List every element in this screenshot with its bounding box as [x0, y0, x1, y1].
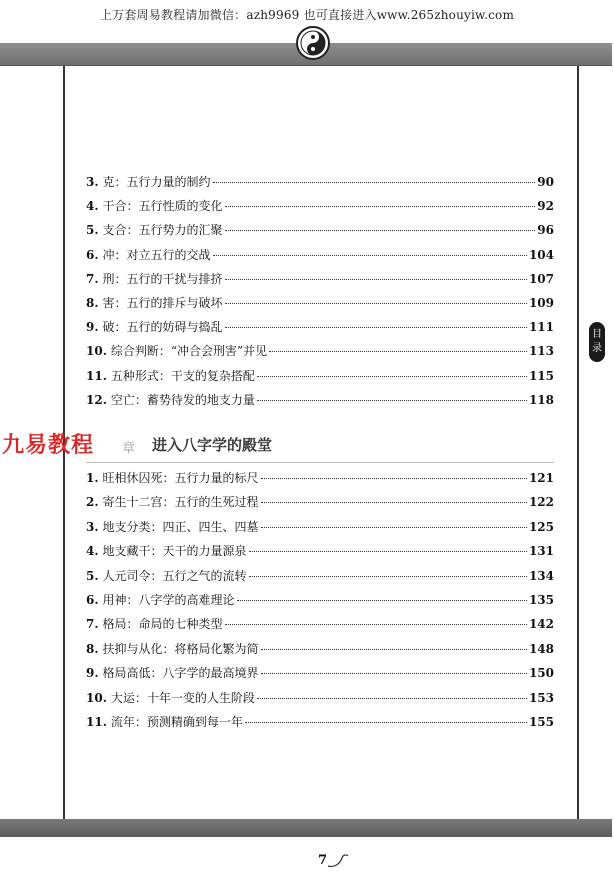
- toc-leader-dots: [261, 649, 527, 650]
- chapter-divider: [86, 462, 554, 463]
- toc-entry-number: 9.: [86, 666, 99, 681]
- toc-entry-number: 7.: [86, 617, 99, 632]
- toc-entry-title: [86, 221, 223, 238]
- toc-entry[interactable]: [86, 367, 554, 387]
- toc-entry-title: [86, 567, 247, 584]
- toc-entry-number: 7.: [86, 271, 99, 286]
- toc-entry-title: [86, 173, 211, 190]
- toc-leader-dots: [225, 206, 536, 207]
- toc-leader-dots: [213, 182, 536, 183]
- toc-entry-label: 空亡：蓄势待发的地支力量: [110, 392, 255, 407]
- page-number: 7: [318, 853, 328, 868]
- toc-leader-dots: [261, 502, 527, 503]
- toc-entry-page: 142: [528, 617, 554, 632]
- toc-entry[interactable]: [86, 342, 554, 362]
- toc-entry-label: 扶抑与从化：将格局化繁为简: [102, 641, 259, 656]
- toc-entry-number: 3.: [86, 175, 99, 189]
- toc-entry-page: 150: [528, 666, 554, 681]
- toc-entry-number: 4.: [86, 544, 99, 559]
- toc-entry-title: [86, 493, 259, 510]
- toc-entry-label: 支合：五行势力的汇聚: [102, 223, 223, 238]
- toc-entry[interactable]: [86, 197, 554, 217]
- toc-entry-number: 11.: [86, 368, 107, 383]
- footer-band: [0, 819, 612, 837]
- toc-entry-label: 地支藏干：天干的力量源泉: [102, 544, 247, 559]
- toc-entry-label: 流年：预测精确到每一年: [110, 715, 243, 729]
- toc-entry-title: [86, 367, 255, 384]
- toc-entry[interactable]: [86, 469, 554, 489]
- toc-entry-label: 地支分类：四正、四生、四墓: [102, 519, 259, 534]
- toc-entry-page: 90: [537, 175, 554, 189]
- toc-entry-label: 干合：五行性质的变化: [102, 199, 223, 214]
- toc-entry-label: 大运：十年一变的人生阶段: [110, 690, 255, 705]
- toc-entry-title: [86, 391, 255, 408]
- toc-entry-label: 用神：八字学的高难理论: [102, 593, 235, 607]
- toc-entry-page: 155: [528, 715, 554, 729]
- toc-entry-title: [86, 318, 223, 335]
- toc-entry-number: 3.: [86, 519, 99, 534]
- right-margin-rule: [577, 66, 579, 826]
- toc-entry-number: 5.: [86, 223, 99, 238]
- toc-leader-dots: [249, 576, 527, 577]
- toc-leader-dots: [257, 400, 527, 401]
- toc-entry-label: 克：五行力量的制约: [102, 175, 211, 189]
- toc-leader-dots: [245, 722, 527, 723]
- toc-entry-title: [86, 469, 259, 486]
- watermark-banner: 上万套周易教程请加微信：azh9969 也可直接进入www.265zhouyiw.com: [99, 8, 515, 22]
- toc-entry-page: 135: [528, 593, 554, 607]
- toc-entry-number: 11.: [86, 715, 107, 729]
- toc-entry[interactable]: [86, 664, 554, 684]
- toc-leader-dots: [261, 527, 527, 528]
- toc-entry-number: 10.: [86, 690, 107, 705]
- toc-entry-page: 107: [528, 271, 554, 286]
- toc-leader-dots: [257, 698, 527, 699]
- toc-entry-number: 9.: [86, 320, 99, 335]
- toc-entry-label: 寄生十二宫：五行的生死过程: [102, 495, 259, 510]
- toc-leader-dots: [257, 376, 527, 377]
- toc-entry[interactable]: [86, 518, 554, 538]
- toc-entry-page: 131: [528, 544, 554, 559]
- toc-entry-page: 111: [528, 320, 554, 335]
- toc-entry[interactable]: [86, 493, 554, 513]
- toc-leader-dots: [225, 624, 527, 625]
- toc-entry[interactable]: [86, 689, 554, 709]
- taiji-icon: [296, 26, 330, 60]
- toc-entry-page: 109: [528, 296, 554, 310]
- toc-entry-number: 6.: [86, 593, 99, 607]
- toc-entry-label: 冲：对立五行的交战: [102, 247, 211, 262]
- section-tab-mulu: [589, 322, 605, 362]
- toc-entry-page: 134: [528, 568, 554, 583]
- toc-entry-title: [86, 518, 259, 535]
- toc-entry-label: 旺相休囚死：五行力量的标尺: [102, 471, 259, 485]
- toc-entry-title: [86, 713, 243, 730]
- toc-entry-page: 113: [528, 344, 554, 359]
- toc-entry-label: 破：五行的妨碍与捣乱: [102, 320, 223, 335]
- side-tab-char: 目: [592, 329, 602, 340]
- toc-entry-page: 148: [528, 641, 554, 656]
- toc-entry-page: 92: [537, 199, 554, 214]
- toc-entry[interactable]: [86, 270, 554, 290]
- toc-entry[interactable]: [86, 294, 554, 314]
- toc-entry-title: [86, 246, 211, 263]
- toc-entry[interactable]: [86, 318, 554, 338]
- toc-entry[interactable]: [86, 615, 554, 635]
- toc-entry-label: 刑：五行的干扰与排挤: [102, 271, 223, 286]
- toc-leader-dots: [225, 303, 527, 304]
- toc-entry[interactable]: [86, 567, 554, 587]
- toc-entry-title: [86, 270, 223, 287]
- toc-leader-dots: [261, 673, 527, 674]
- toc-entry[interactable]: [86, 713, 554, 733]
- toc-entry-number: 6.: [86, 247, 99, 262]
- toc-entry-number: 10.: [86, 344, 107, 359]
- toc-entry-title: [86, 542, 247, 559]
- toc-entry-title: [86, 294, 223, 311]
- toc-entry-title: [86, 615, 223, 632]
- toc-entry[interactable]: [86, 246, 554, 266]
- toc-entry-title: [86, 640, 259, 657]
- toc-entry-label: 格局：命局的七种类型: [102, 617, 223, 632]
- toc-entry-number: 2.: [86, 495, 99, 510]
- toc-entry-number: 5.: [86, 568, 99, 583]
- toc-leader-dots: [249, 551, 527, 552]
- toc-entry-title: [86, 664, 259, 681]
- toc-leader-dots: [225, 327, 527, 328]
- side-tab-char: 录: [592, 343, 602, 354]
- toc-entry-label: 害：五行的排斥与破坏: [102, 296, 223, 310]
- toc-entry[interactable]: [86, 542, 554, 562]
- toc-entry-page: 122: [528, 495, 554, 510]
- toc-entry-page: 118: [528, 392, 554, 407]
- toc-leader-dots: [237, 600, 527, 601]
- toc-entry-title: [86, 689, 255, 706]
- chapter-label-tail: 章: [122, 441, 136, 456]
- toc-entry[interactable]: [86, 221, 554, 241]
- toc-entry-title: [86, 342, 267, 359]
- toc-leader-dots: [213, 255, 527, 256]
- toc-entry-page: 96: [537, 223, 554, 238]
- toc-entry-number: 4.: [86, 199, 99, 214]
- toc-entry-page: 125: [528, 519, 554, 534]
- toc-entry-label: 格局高低：八字学的最高境界: [102, 666, 259, 681]
- toc-leader-dots: [225, 230, 536, 231]
- toc-entry[interactable]: [86, 591, 554, 611]
- toc-entry[interactable]: [86, 173, 554, 193]
- toc-entry-page: 121: [528, 471, 554, 485]
- toc-entry[interactable]: [86, 391, 554, 411]
- toc-leader-dots: [269, 351, 527, 352]
- toc-entry-number: 12.: [86, 392, 107, 407]
- toc-entry-label: 人元司令：五行之气的流转: [102, 568, 247, 583]
- toc-entry-page: 104: [528, 247, 554, 262]
- toc-entry-label: 五种形式：干支的复杂搭配: [110, 368, 255, 383]
- toc-entry-number: 8.: [86, 641, 99, 656]
- toc-entry-number: 8.: [86, 296, 99, 310]
- toc-entry-number: 1.: [86, 471, 99, 485]
- toc-entry[interactable]: [86, 640, 554, 660]
- toc-leader-dots: [225, 279, 527, 280]
- page-swash-icon: [326, 852, 350, 870]
- toc-entry-page: 153: [528, 690, 554, 705]
- toc-leader-dots: [261, 478, 527, 479]
- chapter-logo: 九易教程: [2, 433, 95, 458]
- toc-entry-title: [86, 591, 235, 608]
- toc-entry-page: 115: [528, 368, 554, 383]
- toc-entry-title: [86, 197, 223, 214]
- toc-entry-label: 综合判断：“冲合会刑害”并见: [110, 344, 268, 359]
- chapter-title: 进入八字学的殿堂: [152, 436, 273, 454]
